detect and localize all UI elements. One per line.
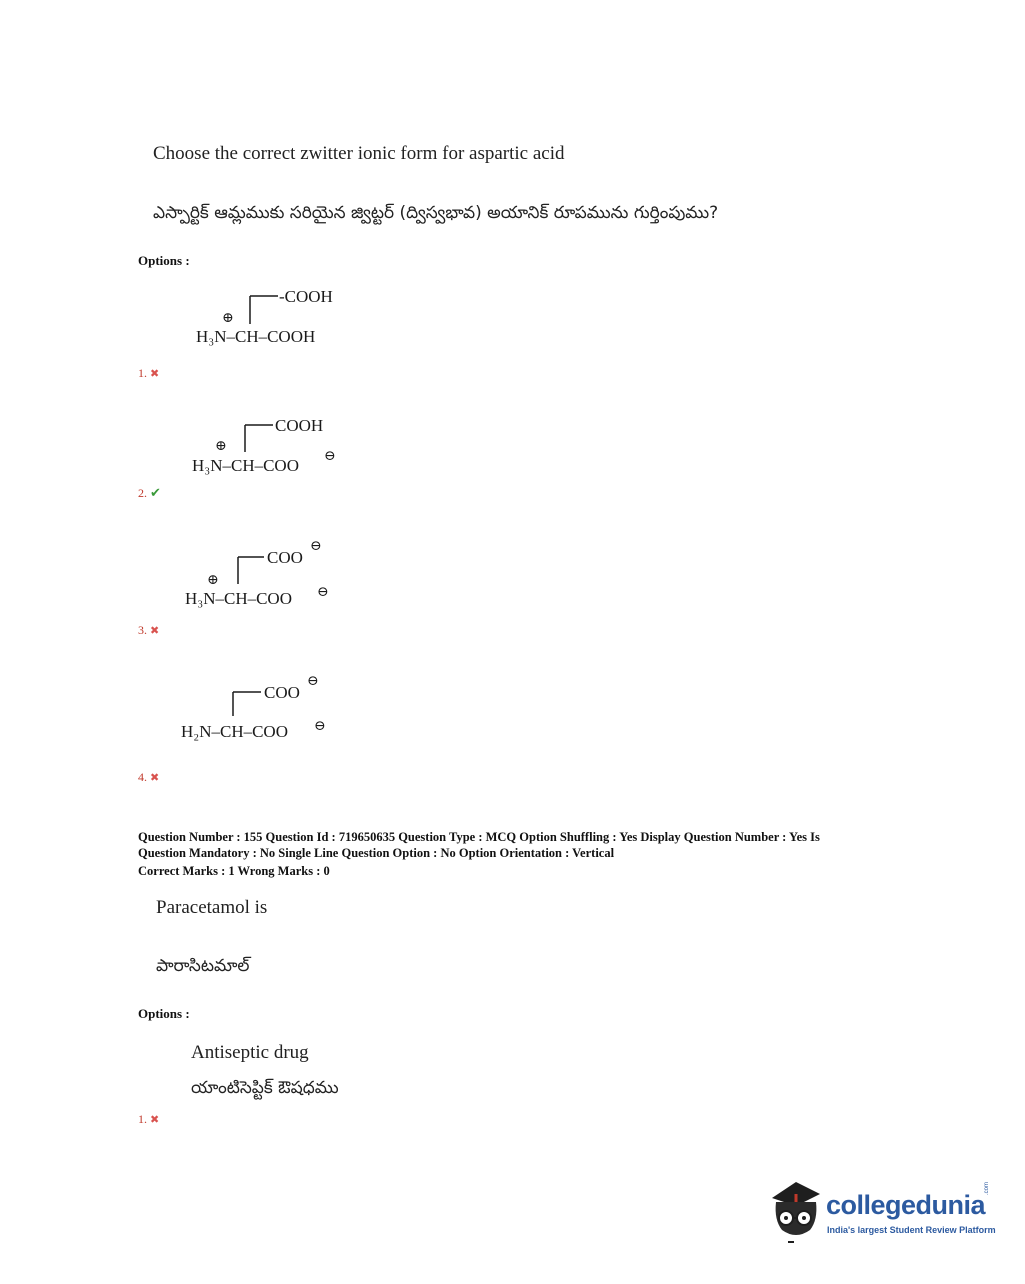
- option-number-label: 4.: [138, 770, 147, 784]
- question-meta-line-3: Correct Marks : 1 Wrong Marks : 0: [138, 864, 330, 878]
- q2-option-1-text-en[interactable]: Antiseptic drug: [191, 1042, 309, 1063]
- option-4-number[interactable]: [138, 770, 159, 785]
- wrong-mark-icon: ✖: [150, 367, 160, 380]
- option-1-group: -COOH: [279, 287, 333, 306]
- option-number-label: 3.: [138, 623, 147, 637]
- option-2-group: COOH: [275, 416, 324, 435]
- q2-option-1-number[interactable]: [138, 1112, 159, 1127]
- option-4-main: H₂N–CH–COO: [181, 722, 288, 741]
- option-2-charge-n: ⊕: [215, 439, 227, 454]
- option-number-label: 1.: [138, 366, 147, 380]
- option-number-label: 1.: [138, 1112, 147, 1126]
- option-3-group: COO: [267, 548, 303, 567]
- option-2-structure[interactable]: [185, 410, 365, 482]
- options-label: Options :: [138, 253, 190, 268]
- option-1-main: H₃N–CH–COOH: [196, 327, 316, 346]
- option-3-main: H₃N–CH–COO: [185, 589, 292, 608]
- correct-check-icon: ✔: [150, 486, 161, 501]
- option-3-group-charge: ⊖: [310, 539, 322, 554]
- question-text-te: ఎస్పార్టిక్ ఆమ్లముకు సరియైన జ్విట్టర్ (ద్విస్వభావ) అయానిక్ రూపమును గుర్తింపుము?: [153, 203, 719, 223]
- option-3-number[interactable]: [138, 623, 159, 638]
- option-3-charge-n: ⊕: [207, 573, 219, 588]
- question-2-text-en: Paracetamol is: [156, 897, 268, 918]
- option-number-label: 2.: [138, 486, 147, 500]
- options-label: Options :: [138, 1006, 190, 1021]
- wrong-mark-icon: ✖: [150, 1113, 160, 1126]
- question-2-text-te: పారాసిటమాల్: [156, 956, 250, 976]
- option-1-structure[interactable]: [190, 282, 370, 354]
- question-meta-line-1: Question Number : 155 Question Id : 719650635 Question Type : MCQ Option Shuffling : Yes Display Question Number : Yes Is: [138, 830, 820, 844]
- option-4-group: COO: [264, 683, 300, 702]
- option-2-main: H₃N–CH–COO: [192, 456, 299, 475]
- collegedunia-logo[interactable]: [766, 1176, 996, 1246]
- option-3-charge-end: ⊖: [317, 585, 329, 600]
- option-1-number[interactable]: [138, 366, 159, 381]
- option-4-structure[interactable]: [175, 668, 355, 748]
- option-2-charge-end: ⊖: [324, 449, 336, 464]
- option-4-charge-end: ⊖: [314, 719, 326, 734]
- question-text-en: Choose the correct zwitter ionic form for aspartic acid: [153, 143, 565, 164]
- option-4-group-charge: ⊖: [307, 674, 319, 689]
- wrong-mark-icon: ✖: [150, 624, 160, 637]
- option-3-structure[interactable]: [178, 530, 358, 610]
- wrong-mark-icon: ✖: [150, 771, 160, 784]
- student-mascot-icon: [766, 1176, 826, 1246]
- logo-wordmark: collegedunia: [826, 1190, 986, 1220]
- logo-tagline: India's largest Student Review Platform: [827, 1225, 996, 1235]
- q2-option-1-text-te[interactable]: యాంటిసెప్టిక్ ఔషధము: [191, 1078, 339, 1098]
- option-2-number[interactable]: [138, 486, 161, 501]
- logo-suffix: .com: [984, 1181, 990, 1195]
- question-meta-line-2: Question Mandatory : No Single Line Question Option : No Option Orientation : Vertical: [138, 846, 615, 860]
- option-1-charge-n: ⊕: [222, 311, 234, 326]
